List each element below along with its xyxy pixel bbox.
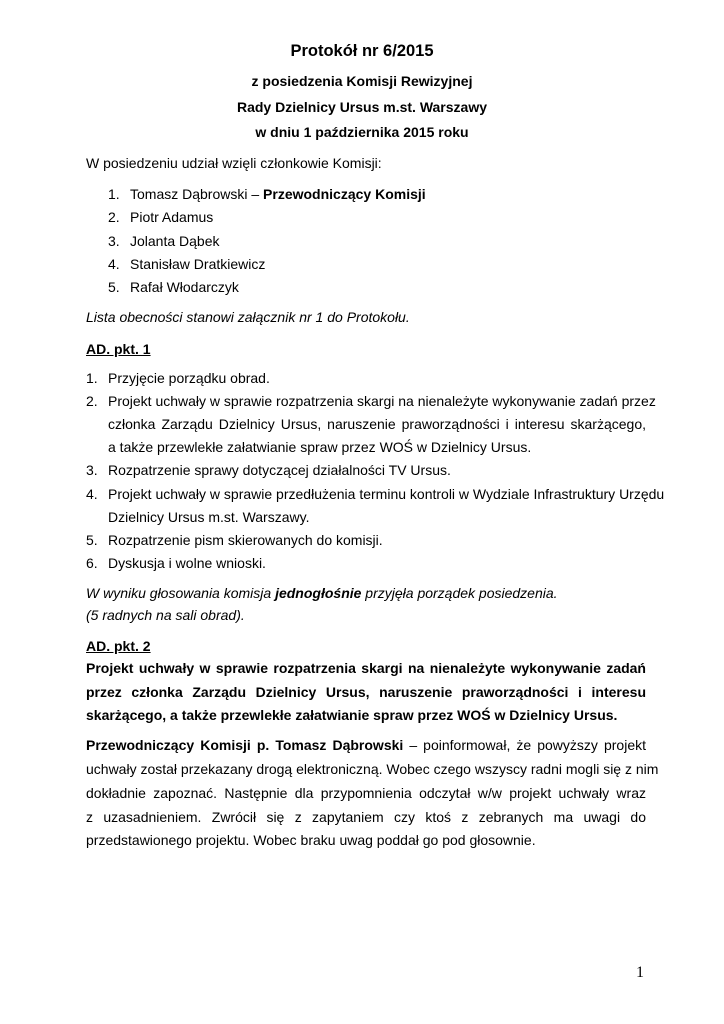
list-number: 4. — [86, 486, 98, 502]
page-number: 1 — [636, 964, 644, 981]
list-number: 4. — [108, 256, 120, 272]
agenda-item: Rozpatrzenie sprawy dotyczącej działalności TV Ursus. — [108, 462, 451, 478]
paragraph-line: z uzasadnieniem. Zwrócił się z zapytaniem czy ktoś z zebranych ma uwagi do — [86, 809, 646, 825]
agenda-item-continuation: Dzielnicy Ursus m.st. Warszawy. — [108, 509, 310, 525]
agenda-item: Dyskusja i wolne wnioski. — [108, 555, 266, 571]
document-title: Protokół nr 6/2015 — [290, 42, 434, 60]
member-name: Stanisław Dratkiewicz — [130, 256, 266, 272]
list-number: 2. — [108, 209, 120, 225]
vote-result-emphasis: jednogłośnie — [275, 585, 362, 601]
list-number: 1. — [86, 370, 98, 386]
paragraph-line: dokładnie zapoznać. Następnie dla przypomnienia odczytał w/w projekt uchwały wraz — [86, 785, 646, 801]
agenda-item-continuation: członka Zarządu Dzielnicy Ursus, naruszenie praworządności i interesu skarżącego, — [108, 416, 646, 432]
resolution-title-line: Projekt uchwały w sprawie rozpatrzenia skargi na nienależyte wykonywanie zadań — [86, 660, 646, 676]
section-heading-ad2: AD. pkt. 2 — [86, 638, 151, 654]
attendance-note: Lista obecności stanowi załącznik nr 1 do Protokołu. — [86, 309, 410, 325]
attendance-intro: W posiedzeniu udział wzięli członkowie Komisji: — [86, 155, 382, 171]
list-number: 6. — [86, 555, 98, 571]
resolution-title-line: przez członka Zarządu Dzielnicy Ursus, naruszenie praworządności i interesu — [86, 684, 646, 700]
chairman-name: Przewodniczący Komisji p. Tomasz Dąbrowski — [86, 737, 404, 753]
paragraph-line: Przewodniczący Komisji p. Tomasz Dąbrowski – poinformował, że powyższy projekt — [86, 737, 646, 753]
document-subtitle-council: Rady Dzielnicy Ursus m.st. Warszawy — [236, 99, 488, 115]
member-role: Przewodniczący Komisji — [263, 186, 426, 202]
member-name: Jolanta Dąbek — [130, 233, 220, 249]
member-name: Piotr Adamus — [130, 209, 214, 225]
agenda-item: Przyjęcie porządku obrad. — [108, 370, 270, 386]
vote-note: (5 radnych na sali obrad). — [86, 607, 245, 623]
paragraph-line: uchwały został przekazany drogą elektroniczną. Wobec czego wszyscy radni mogli się z nim — [86, 761, 659, 777]
vote-result: W wyniku głosowania komisja jednogłośnie przyjęła porządek posiedzenia. — [86, 585, 558, 601]
document-subtitle-committee: z posiedzenia Komisji Rewizyjnej — [251, 73, 473, 89]
agenda-item: Projekt uchwały w sprawie rozpatrzenia skargi na nienależyte wykonywanie zadań przez — [108, 393, 656, 409]
agenda-item-continuation: a także przewlekłe załatwianie spraw przez WOŚ w Dzielnicy Ursus. — [108, 439, 532, 455]
list-number: 1. — [108, 186, 120, 202]
list-number: 5. — [108, 279, 120, 295]
document-subtitle-date: w dniu 1 października 2015 roku — [255, 124, 469, 140]
agenda-item: Projekt uchwały w sprawie przedłużenia terminu kontroli w Wydziale Infrastruktury Urzędu — [108, 486, 665, 502]
member-name: Rafał Włodarczyk — [130, 279, 239, 295]
list-number: 2. — [86, 393, 98, 409]
member-name: Tomasz Dąbrowski – Przewodniczący Komisji — [130, 186, 426, 202]
resolution-title-line: skarżącego, a także przewlekłe załatwianie spraw przez WOŚ w Dzielnicy Ursus. — [86, 707, 618, 723]
agenda-item: Rozpatrzenie pism skierowanych do komisji. — [108, 532, 383, 548]
list-number: 5. — [86, 532, 98, 548]
list-number: 3. — [86, 462, 98, 478]
paragraph-line: przedstawionego projektu. Wobec braku uwag poddał go pod głosownie. — [86, 832, 536, 848]
section-heading-ad1: AD. pkt. 1 — [86, 341, 151, 357]
list-number: 3. — [108, 233, 120, 249]
